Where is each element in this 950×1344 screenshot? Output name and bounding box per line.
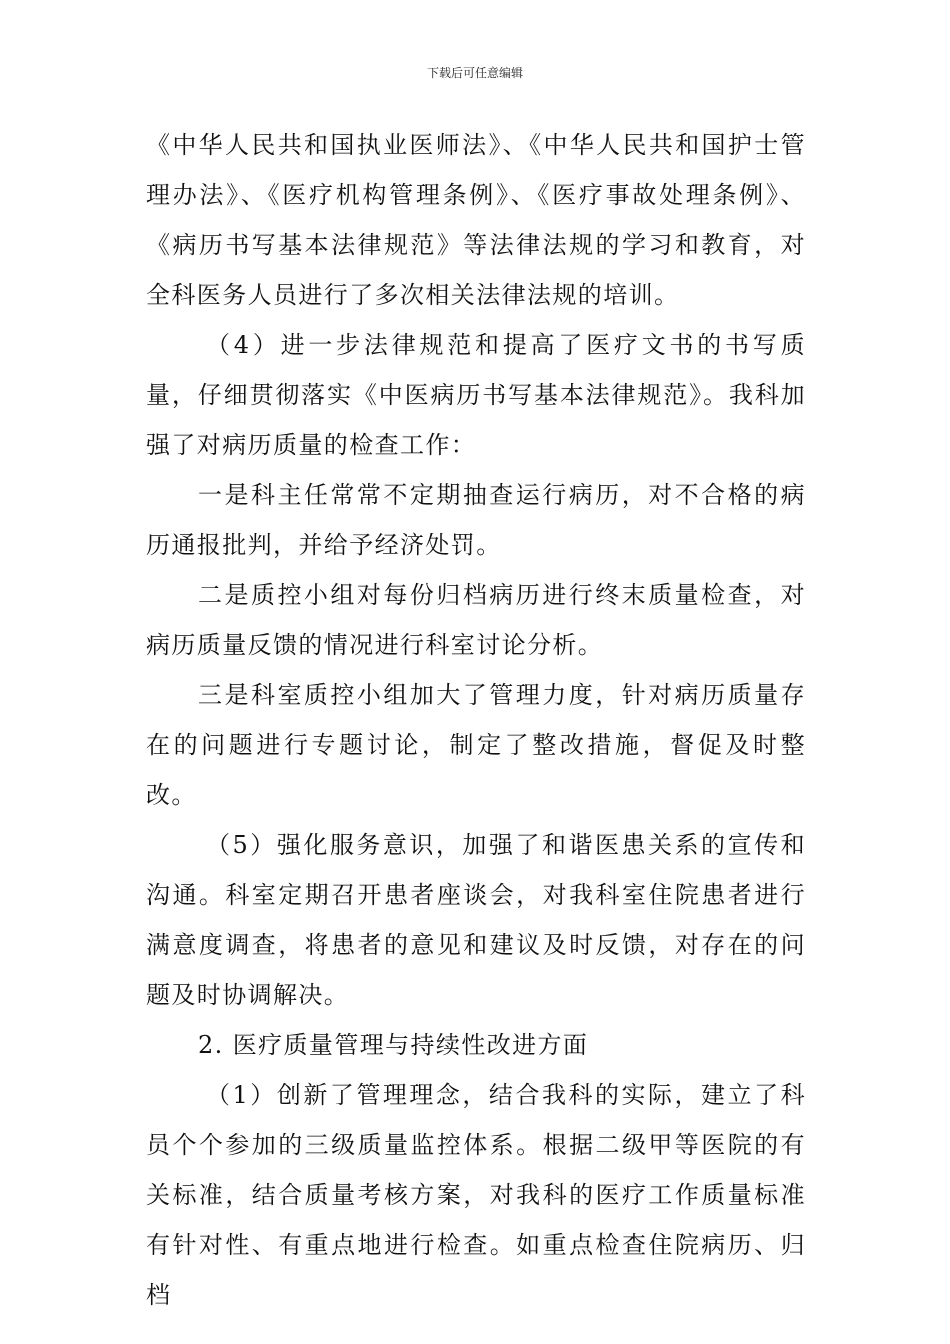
paragraph-point-one: 一是科主任常常不定期抽查运行病历，对不合格的病历通报批判，并给予经济处罚。 [146, 481, 806, 559]
paragraph-point-three: 三是科室质控小组加大了管理力度，针对病历质量存在的问题进行专题讨论，制定了整改措施，督促及时整改。 [146, 681, 806, 809]
paragraph-item-1: （1）创新了管理理念，结合我科的实际，建立了科员个个参加的三级质量监控体系。根据二级甲等医院的有关标准，结合质量考核方案，对我科的医疗工作质量标准有针对性、有重点地进行检查。如重点检查住院病历、归档 [146, 1081, 806, 1309]
page-header-note: 下载后可任意编辑 [426, 66, 523, 80]
paragraph-item-4: （4）进一步法律规范和提高了医疗文书的书写质量，仔细贯彻落实《中医病历书写基本法律规范》。我科加强了对病历质量的检查工作： [146, 331, 806, 459]
paragraph-laws-training: 《中华人民共和国执业医师法》、《中华人民共和国护士管理办法》、《医疗机构管理条例》、《医疗事故处理条例》、《病历书写基本法律规范》等法律法规的学习和教育，对全科医务人员进行了多次相关法律法规的培训。 [146, 131, 806, 309]
paragraph-item-5: （5）强化服务意识，加强了和谐医患关系的宣传和沟通。科室定期召开患者座谈会，对我科室住院患者进行满意度调查，将患者的意见和建议及时反馈，对存在的问题及时协调解决。 [146, 831, 806, 1009]
document-body [146, 120, 806, 1320]
paragraph-point-two: 二是质控小组对每份归档病历进行终末质量检查，对病历质量反馈的情况进行科室讨论分析。 [146, 581, 806, 659]
section-heading-2: 2. 医疗质量管理与持续性改进方面 [198, 1031, 589, 1059]
